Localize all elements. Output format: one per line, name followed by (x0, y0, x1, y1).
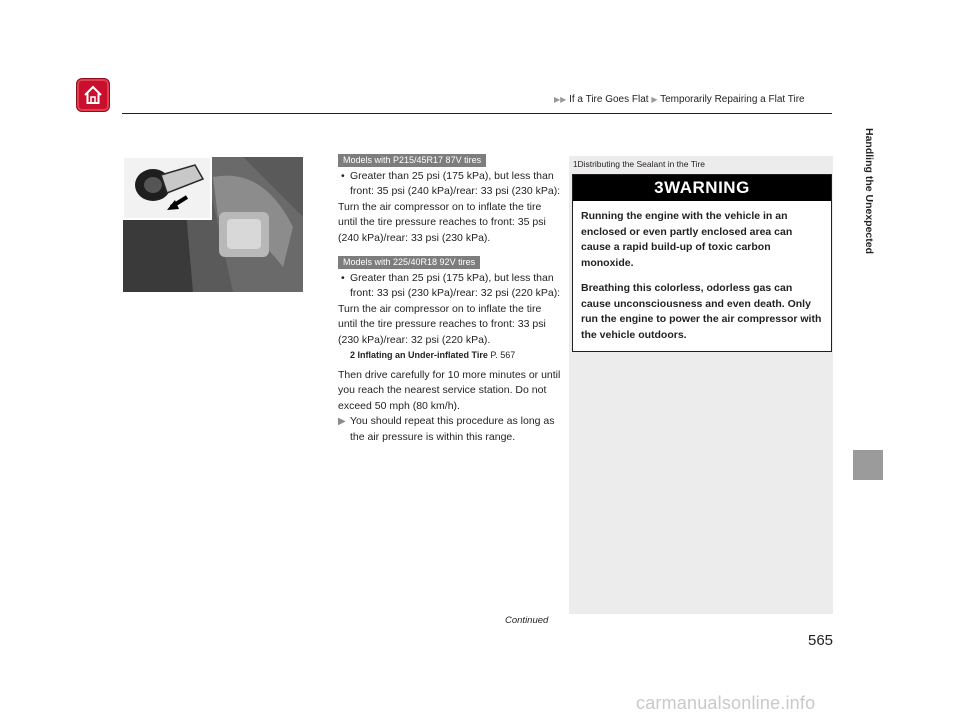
home-button[interactable] (76, 78, 110, 112)
cross-reference-page: P. 567 (490, 350, 516, 360)
page-number: 565 (808, 632, 834, 649)
list-item: • Greater than 25 psi (175 kPa), but less than front: 33 psi (230 kPa)/rear: 32 psi (220 kPa): (338, 271, 562, 302)
sub-item (338, 414, 562, 445)
side-section-tab[interactable] (853, 118, 883, 448)
watermark: carmanualsonline.info (636, 693, 816, 713)
model-tag: Models with 225/40R18 92V tires (338, 256, 480, 269)
warning-body (573, 201, 831, 351)
header-divider (122, 113, 832, 114)
breadcrumb-item[interactable]: If a Tire Goes Flat (569, 94, 649, 105)
warning-box (572, 174, 832, 352)
list-item: • Greater than 25 psi (175 kPa), but less than front: 35 psi (240 kPa)/rear: 33 psi (230 kPa): (338, 169, 562, 200)
notes-heading (573, 159, 705, 169)
instruction-paragraph: Then drive carefully for 10 more minutes or until you reach the nearest service station. Do not exceed 50 mph (80 km/h). (338, 368, 561, 412)
side-section-label: Handling the Unexpected (863, 128, 875, 255)
cross-reference-link[interactable] (338, 348, 562, 364)
notes-heading-text: Distributing the Sealant in the Tire (577, 159, 706, 169)
compressor-photo (123, 157, 303, 292)
warning-paragraph: Running the engine with the vehicle in an enclosed or even partly enclosed area can cause a rapid build-up of toxic carbon monoxide. (581, 210, 793, 269)
sub-item-text: You should repeat this procedure as long as the air pressure is within this range. (350, 415, 555, 443)
notes-panel (569, 156, 833, 614)
breadcrumb-item[interactable]: Temporarily Repairing a Flat Tire (660, 94, 805, 105)
home-icon (82, 84, 104, 106)
breadcrumb (554, 94, 805, 105)
breadcrumb-arrow-icon: ▶▶ (554, 95, 567, 104)
note-marker-icon: 1 (573, 160, 578, 169)
side-section-marker (853, 450, 883, 480)
continued-label: Continued (505, 615, 549, 626)
pointer-arrow-icon: ▶ (338, 416, 346, 427)
warning-title: WARNING (664, 178, 750, 197)
instruction-paragraph: Turn the air compressor on to inflate the tire until the tire pressure reaches to front: 35 psi (240 kPa)/rear: 33 psi (230 kPa). (338, 200, 546, 244)
warning-paragraph: Breathing this colorless, odorless gas can cause unconsciousness and even death. Only run the engine to power the air compressor with the vehicle outdoors. (581, 282, 822, 341)
model-tag: Models with P215/45R17 87V tires (338, 154, 486, 167)
warning-symbol-icon: 3 (654, 178, 665, 197)
instruction-paragraph: Turn the air compressor on to inflate the tire until the tire pressure reaches to front: 33 psi (230 kPa)/rear: 32 psi (220 kPa). (338, 302, 546, 346)
breadcrumb-arrow-icon: ▶ (651, 95, 658, 104)
instructions-column (338, 153, 562, 445)
warning-header (573, 175, 831, 201)
cross-reference-title: Inflating an Under-inflated Tire (357, 350, 488, 360)
reference-arrow-icon: 2 (350, 350, 356, 360)
